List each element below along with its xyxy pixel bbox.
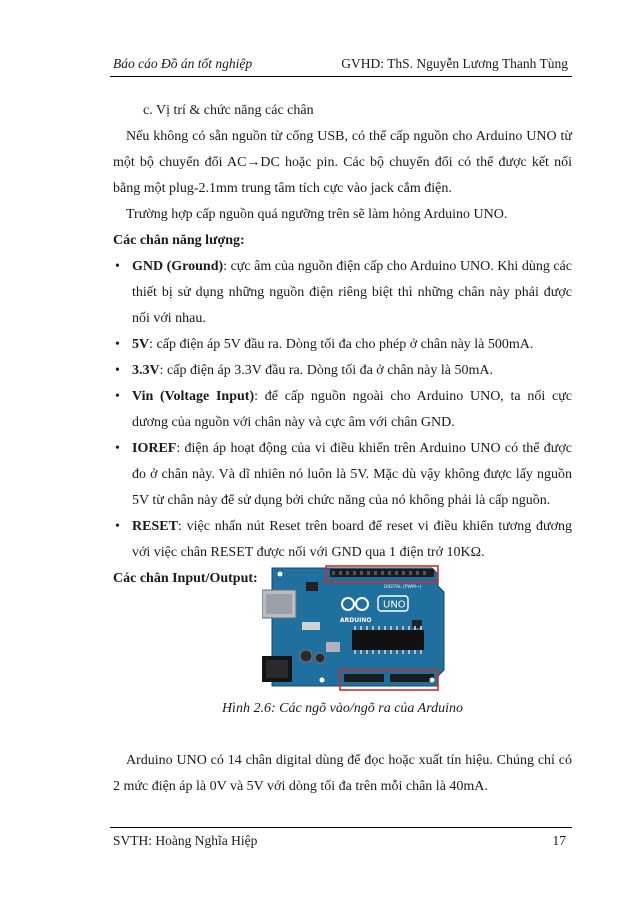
board-model-label: UNO (383, 599, 406, 611)
pin-desc: : để cấp nguồn ngoài cho Arduino UNO, ta nối cực dương của nguồn với chân này và cực âm với chân GND. (132, 389, 573, 430)
list-item (113, 514, 572, 566)
pin-term: GND (Ground) (132, 259, 224, 274)
main-content (113, 98, 572, 592)
header-report-title: Báo cáo Đồ án tốt nghiệp (113, 56, 253, 71)
pin-desc: : điện áp hoạt động của vi điều khiển trên Arduino UNO có thể được đo ở chân này. Và dĩ nhiên nó luôn là 5V. Mặc dù vậy không được lấy nguồn 5V từ chân này để sử dụng bởi chức năng của nó không phải là cấp nguồn. (132, 441, 572, 508)
page-number: 17 (552, 833, 566, 848)
paragraph-overvoltage: Trường hợp cấp nguồn quá ngưỡng trên sẽ làm hỏng Arduino UNO. (126, 207, 508, 222)
power-pin-list (113, 254, 572, 566)
list-item (113, 436, 572, 514)
footer-student: SVTH: Hoàng Nghĩa Hiệp (113, 833, 258, 848)
io-pins-heading: Các chân Input/Output: (113, 571, 258, 586)
brand-label: ARDUINO (340, 617, 372, 624)
list-item (113, 384, 572, 436)
pin-term: 3.3V (132, 363, 160, 378)
pin-desc: : việc nhấn nút Reset trên board để reset vi điều khiển tương đương với việc chân RESET được nối với GND qua 1 điện trở 10KΩ. (132, 519, 572, 560)
paragraph-power-supply: Nếu không có sẵn nguồn từ cổng USB, có thể cấp nguồn cho Arduino UNO từ một bộ chuyển đổi AC→DC hoặc pin. Các bộ chuyển đổi có thể được kết nối bằng một plug-2.1mm trung tâm tích cực vào jack cắm điện. (113, 129, 572, 196)
paragraph-digital-pins: Arduino UNO có 14 chân digital dùng để đọc hoặc xuất tín hiệu. Chúng chỉ có 2 mức điện áp là 0V và 5V với dòng tối đa trên mỗi chân là 40mA. (113, 753, 572, 794)
pin-desc: : cực âm của nguồn điện cấp cho Arduino UNO. Khi dùng các thiết bị sử dụng những nguồn điện riêng biệt thì những chân này phải được nối với nhau. (132, 259, 572, 326)
figure-caption: Hình 2.6: Các ngõ vào/ngõ ra của Arduino (221, 701, 464, 716)
header-supervisor: GVHD: ThS. Nguyễn Lương Thanh Tùng (341, 56, 568, 71)
pin-desc: : cấp điện áp 5V đầu ra. Dòng tối đa cho phép ở chân này là 500mA. (149, 337, 534, 352)
list-item (113, 358, 572, 384)
pin-term: Vin (Voltage Input) (132, 389, 255, 404)
pin-term: RESET (132, 519, 178, 534)
pin-term: IOREF (132, 441, 177, 456)
list-item (113, 254, 572, 332)
pin-term: 5V (132, 337, 150, 352)
arduino-board-image (262, 560, 446, 694)
header-rule (110, 76, 572, 77)
footer-rule (110, 827, 572, 828)
list-item (113, 332, 572, 358)
section-heading: c. Vị trí & chức năng các chân (143, 103, 314, 118)
digital-header-label: DIGITAL (PWM~) (384, 585, 422, 590)
pin-desc: : cấp điện áp 3.3V đầu ra. Dòng tối đa ở chân này là 50mA. (159, 363, 493, 378)
power-pins-heading: Các chân năng lượng: (113, 233, 245, 248)
